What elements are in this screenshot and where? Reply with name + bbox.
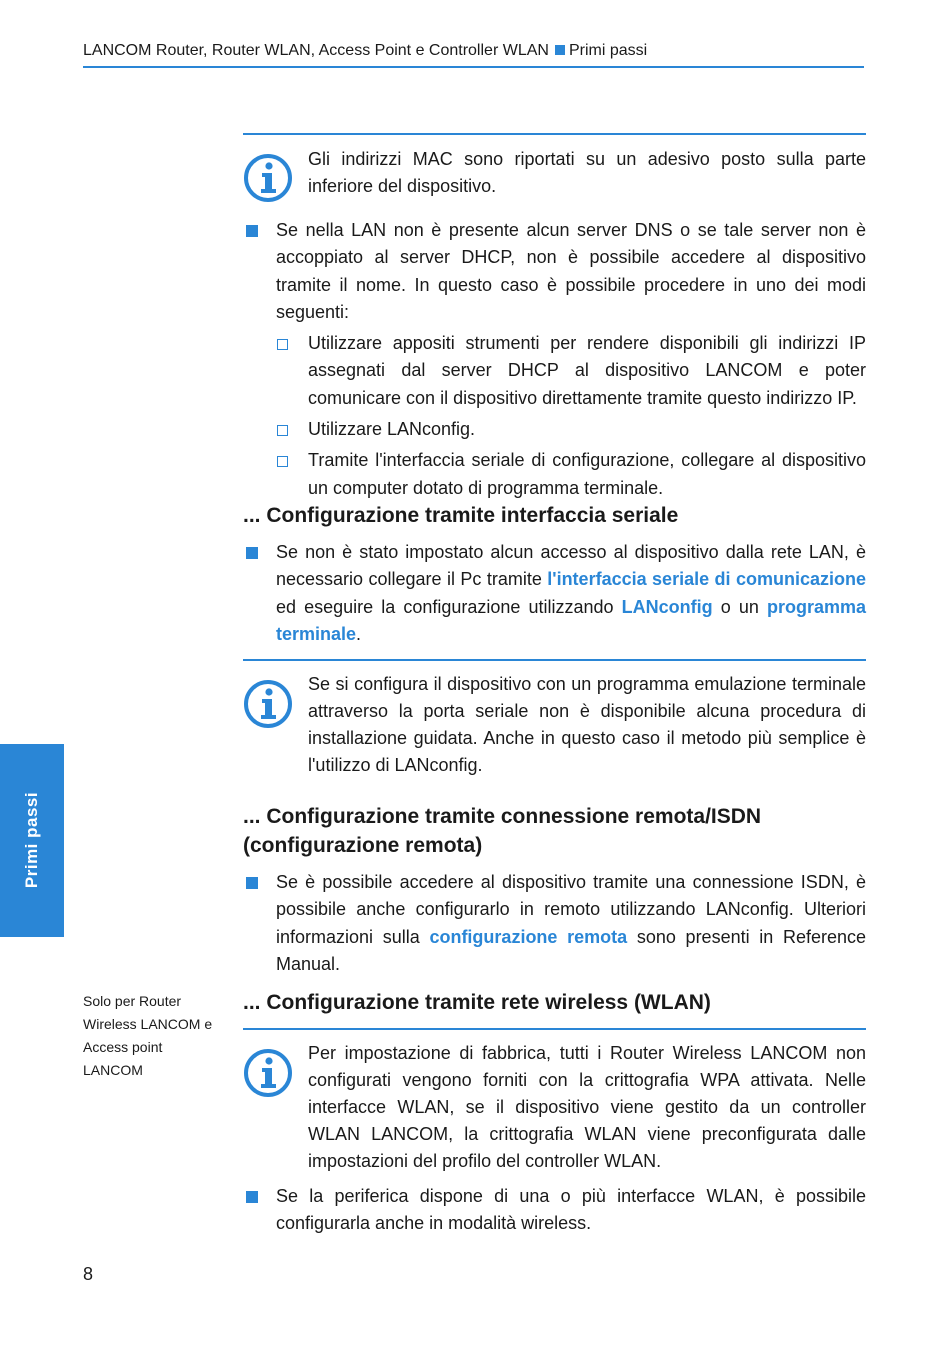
bullet-text: sono presenti in Reference Manual. bbox=[276, 926, 867, 974]
page-number: 8 bbox=[83, 1264, 94, 1284]
section-heading: ... Configurazione tramite interfaccia seriale bbox=[243, 504, 679, 527]
section-remote bbox=[243, 802, 866, 978]
bullet-square-icon bbox=[246, 877, 258, 889]
bullet-item bbox=[243, 539, 866, 648]
bullet-dns-block bbox=[243, 217, 866, 502]
bullet-item bbox=[243, 869, 866, 978]
link-lanconfig[interactable]: LANconfig bbox=[621, 596, 713, 617]
checkbox-square-icon bbox=[277, 425, 288, 436]
bullet-text: Se è possibile accedere al dispositivo tramite una connessione ISDN, è possibile anche configurarlo in remoto utilizzando LANconfig. Ulteriori informazioni sulla bbox=[276, 872, 866, 947]
info-note-serial bbox=[243, 659, 866, 779]
header-square-icon bbox=[555, 45, 565, 55]
bullet-text: . bbox=[356, 623, 362, 644]
info-note-text: Gli indirizzi MAC sono riportati su un adesivo posto sulla parte inferiore del dispositivo. bbox=[308, 149, 866, 196]
info-note-text: Per impostazione di fabbrica, tutti i Router Wireless LANCOM non configurati vengono forniti con la crittografia WPA attivata. Nelle interfacce WLAN, se il dispositivo viene gestito da un controller WLAN LANCOM, la crittografia WLAN viene preconfigurata dalle impostazioni del profilo del controller WLAN. bbox=[308, 1043, 866, 1171]
running-header bbox=[83, 40, 864, 68]
bullet-text: Se nella LAN non è presente alcun server DNS o se tale server non è accoppiato al server DHCP, non è possibile accedere al dispositivo tramite il nome. In questo caso è possibile procedere in uno dei modi seguenti: bbox=[276, 220, 866, 322]
chapter-side-tab bbox=[0, 744, 64, 937]
info-note-mac bbox=[243, 133, 866, 200]
bullet-text: ed eseguire la configurazione utilizzando bbox=[276, 596, 622, 617]
section-wlan bbox=[243, 988, 866, 1017]
option-item bbox=[243, 447, 866, 502]
option-text: Tramite l'interfaccia seriale di configurazione, collegare al dispositivo un computer dotato di programma terminale. bbox=[308, 450, 866, 498]
info-icon bbox=[243, 679, 293, 729]
info-icon bbox=[243, 1048, 293, 1098]
section-heading: ... Configurazione tramite connessione remota/ISDN bbox=[243, 805, 762, 828]
option-text: Utilizzare LANconfig. bbox=[308, 419, 476, 440]
info-note-text: Se si configura il dispositivo con un programma emulazione terminale attraverso la porta seriale non è disponibile alcuna procedura di installazione guidata. Anche in questo caso il metodo più semplice è l'utilizzo di LANconfig. bbox=[308, 674, 866, 775]
info-note-wlan bbox=[243, 1028, 866, 1175]
checkbox-square-icon bbox=[277, 456, 288, 467]
bullet-text: o un bbox=[712, 596, 767, 617]
section-serial bbox=[243, 501, 866, 648]
checkbox-square-icon bbox=[277, 339, 288, 350]
margin-note: Solo per Router Wireless LANCOM e Access point LANCOM bbox=[83, 993, 213, 1078]
bullet-item bbox=[243, 1183, 866, 1238]
bullet-wlan-block bbox=[243, 1183, 866, 1238]
bullet-text: Se non è stato impostato alcun accesso al dispositivo dalla rete LAN, è necessario collegare il Pc tramite bbox=[276, 542, 866, 590]
bullet-square-icon bbox=[246, 547, 258, 559]
bullet-square-icon bbox=[246, 225, 258, 237]
link-terminal-program[interactable]: programma terminale bbox=[276, 596, 866, 644]
header-title: LANCOM Router, Router WLAN, Access Point e Controller WLAN bbox=[83, 42, 549, 59]
section-heading: ... Configurazione tramite rete wireless (WLAN) bbox=[243, 991, 711, 1014]
bullet-item bbox=[243, 217, 866, 326]
option-text: Utilizzare appositi strumenti per rendere disponibili gli indirizzi IP assegnati dal server DHCP al dispositivo LANCOM e poter comunicare con il dispositivo direttamente tramite questo indirizzo IP. bbox=[308, 333, 866, 408]
section-heading: (configurazione remota) bbox=[243, 834, 483, 857]
option-item bbox=[243, 330, 866, 412]
bullet-text: Se la periferica dispone di una o più interfacce WLAN, è possibile configurarla anche in modalità wireless. bbox=[276, 1186, 866, 1234]
header-section: Primi passi bbox=[568, 42, 648, 59]
info-icon bbox=[243, 153, 293, 203]
chapter-side-tab-label: Primi passi bbox=[22, 791, 41, 889]
option-item bbox=[243, 416, 866, 443]
bullet-square-icon bbox=[246, 1191, 258, 1203]
link-serial-interface[interactable]: l'interfaccia seriale di comunicazione bbox=[547, 569, 866, 590]
link-remote-configuration[interactable]: configurazione remota bbox=[429, 926, 628, 947]
